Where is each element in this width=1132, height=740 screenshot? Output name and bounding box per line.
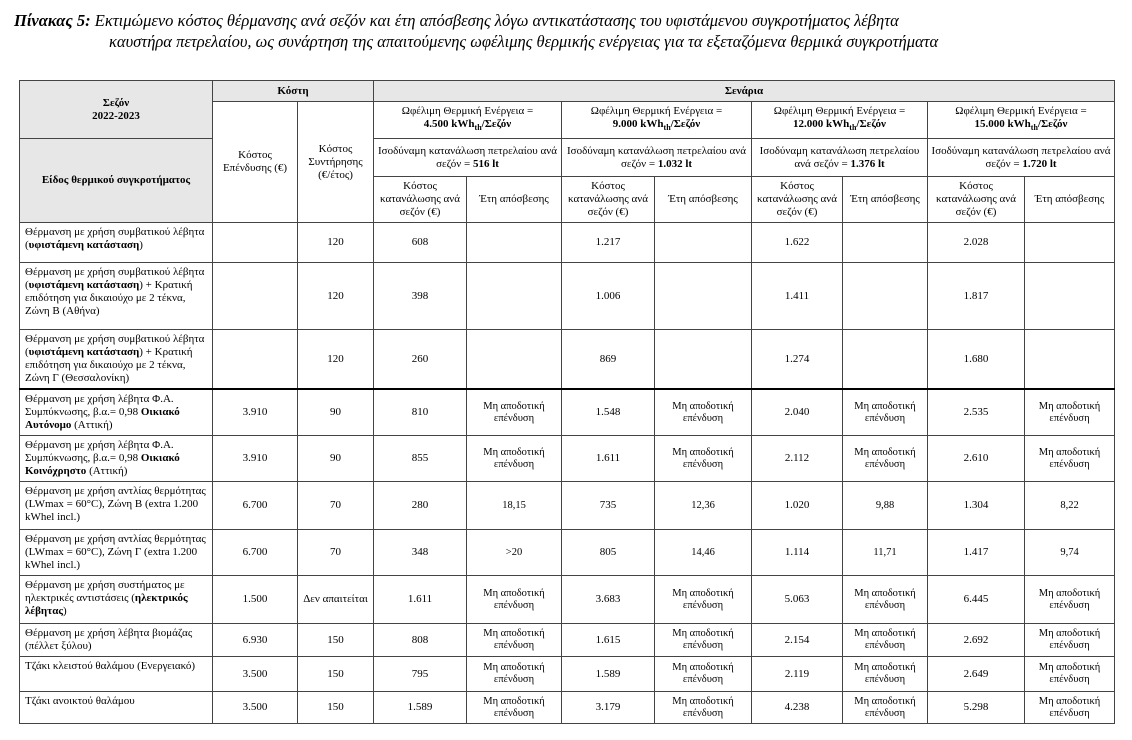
payback-years-cell: 11,71 [843, 530, 928, 576]
row-description-part: Τζάκι κλειστού θαλάμου (Ενεργειακό) [25, 660, 196, 672]
scenario-equivalent-header: Ισοδύναμη κατανάλωση πετρελαίου ανά σεζόν = 516 lt [374, 139, 562, 177]
row-description-part: ) + Κρατική επιδότηση για δικαιούχο με 2 τέκνα, Ζώνη Β (Αθήνα) [25, 279, 193, 317]
maintenance-cost-cell: 120 [298, 223, 374, 263]
payback-years-cell: Μη αποδοτική επένδυση [1025, 657, 1115, 692]
maintenance-cost-cell: 70 [298, 482, 374, 530]
scenario-equivalent-header: Ισοδύναμη κατανάλωση πετρελαίου ανά σεζόν = 1.376 lt [752, 139, 928, 177]
payback-years-cell: 18,15 [467, 482, 562, 530]
maintenance-cost-cell: 150 [298, 657, 374, 692]
row-description [20, 530, 213, 576]
consumption-cost-cell: 855 [374, 436, 467, 482]
payback-years-cell: Μη αποδοτική επένδυση [843, 389, 928, 436]
consumption-cost-cell: 810 [374, 389, 467, 436]
consumption-cost-cell: 795 [374, 657, 467, 692]
payback-years-cell: Μη αποδοτική επένδυση [1025, 624, 1115, 657]
payback-years-cell: Μη αποδοτική επένδυση [1025, 576, 1115, 624]
scenarios-group-header: Σενάρια [374, 81, 1115, 102]
consumption-cost-cell: 1.611 [562, 436, 655, 482]
payback-years-header: Έτη απόσβεσης [843, 177, 928, 223]
table-row [20, 692, 1115, 724]
payback-years-cell: Μη αποδοτική επένδυση [1025, 389, 1115, 436]
table-row [20, 223, 1115, 263]
scenario-energy-header: Ωφέλιμη Θερμική Ενέργεια = 4.500 kWh$_{th}$/Σεζόν [374, 102, 562, 139]
consumption-cost-cell: 5.298 [928, 692, 1025, 724]
payback-years-cell [843, 223, 928, 263]
consumption-cost-cell: 2.112 [752, 436, 843, 482]
row-description-part: Τζάκι ανοικτού θαλάμου [25, 695, 135, 707]
consumption-cost-cell: 5.063 [752, 576, 843, 624]
investment-cost-cell: 1.500 [213, 576, 298, 624]
season-value: 2022-2023 [92, 109, 140, 122]
maintenance-cost-cell: Δεν απαιτείται [298, 576, 374, 624]
consumption-cost-cell: 3.683 [562, 576, 655, 624]
consumption-cost-header: Κόστος κατανάλωσης ανά σεζόν (€) [928, 177, 1025, 223]
row-description-part: Θέρμανση με χρήση αντλίας θερμότητας (LWmax = 60°C), Ζώνη Β (extra 1.200 kWhel incl.) [25, 485, 206, 523]
payback-years-cell: Μη αποδοτική επένδυση [467, 657, 562, 692]
consumption-cost-cell: 260 [374, 330, 467, 390]
payback-years-cell: Μη αποδοτική επένδυση [655, 624, 752, 657]
payback-years-cell: Μη αποδοτική επένδυση [655, 389, 752, 436]
investment-cost-cell: 6.700 [213, 530, 298, 576]
consumption-cost-cell: 2.119 [752, 657, 843, 692]
consumption-cost-cell: 280 [374, 482, 467, 530]
maintenance-cost-cell: 150 [298, 624, 374, 657]
investment-cost-cell: 3.910 [213, 389, 298, 436]
row-description [20, 330, 213, 390]
table-row [20, 576, 1115, 624]
maintenance-cost-cell: 150 [298, 692, 374, 724]
row-description [20, 657, 213, 692]
heating-cost-table [19, 80, 1115, 724]
payback-years-cell: 12,36 [655, 482, 752, 530]
row-description-part: Θέρμανση με χρήση λέβητα Φ.Α. Συμπύκνωσης, β.α.= 0,98 [25, 439, 174, 464]
consumption-cost-cell: 1.217 [562, 223, 655, 263]
payback-years-cell [1025, 263, 1115, 330]
row-description [20, 692, 213, 724]
row-description-part: ) + Κρατική επιδότηση για δικαιούχο με 2 τέκνα, Ζώνη Γ (Θεσσαλονίκη) [25, 346, 193, 384]
caption-line-1: Εκτιμώμενο κόστος θέρμανσης ανά σεζόν και έτη απόσβεσης λόγω αντικατάστασης του υφιστάμενου συγκροτήματος λέβητα [90, 11, 899, 30]
caption-label: Πίνακας 5: [14, 11, 91, 30]
scenario-equivalent-header: Ισοδύναμη κατανάλωση πετρελαίου ανά σεζόν = 1.032 lt [562, 139, 752, 177]
payback-years-cell: Μη αποδοτική επένδυση [467, 692, 562, 724]
consumption-cost-cell: 1.680 [928, 330, 1025, 390]
row-description-part: ) [139, 239, 143, 251]
payback-years-cell: 9,74 [1025, 530, 1115, 576]
row-description-part: Οικιακό Αυτόνομο [25, 406, 180, 431]
row-description-part: Θέρμανση με χρήση συμβατικού λέβητα ( [25, 226, 205, 251]
payback-years-cell: Μη αποδοτική επένδυση [843, 692, 928, 724]
row-description-part: Οικιακό Κοινόχρηστο [25, 452, 180, 477]
table-row [20, 389, 1115, 436]
consumption-cost-cell: 2.535 [928, 389, 1025, 436]
consumption-cost-cell: 1.622 [752, 223, 843, 263]
consumption-cost-cell: 1.304 [928, 482, 1025, 530]
scenario-equivalent-header: Ισοδύναμη κατανάλωση πετρελαίου ανά σεζόν = 1.720 lt [928, 139, 1115, 177]
payback-years-cell: Μη αποδοτική επένδυση [467, 389, 562, 436]
payback-years-cell: Μη αποδοτική επένδυση [655, 657, 752, 692]
caption-line-2: καυστήρα πετρελαίου, ως συνάρτηση της απαιτούμενης ωφέλιμης θερμικής ενέργειας για τα εξεταζόμενα θερμικά συγκροτήματα [109, 32, 939, 51]
row-description-part: ηλεκτρικός λέβητας [25, 592, 188, 617]
row-description-part: Θέρμανση με χρήση συστήματος με ηλεκτρικές αντιστάσεις ( [25, 579, 185, 604]
scenario-energy-header: Ωφέλιμη Θερμική Ενέργεια = 12.000 kWh$_{th}$/Σεζόν [752, 102, 928, 139]
row-description-part: υφιστάμενη κατάσταση [28, 279, 140, 291]
consumption-cost-cell: 1.411 [752, 263, 843, 330]
row-description [20, 576, 213, 624]
table-row [20, 330, 1115, 390]
payback-years-cell [655, 263, 752, 330]
maintenance-cost-cell: 70 [298, 530, 374, 576]
table-row [20, 530, 1115, 576]
row-description-part: Θέρμανση με χρήση αντλίας θερμότητας (LWmax = 60°C), Ζώνη Γ (extra 1.200 kWhel incl.) [25, 533, 206, 571]
consumption-cost-cell: 608 [374, 223, 467, 263]
row-description-part: (Αττική) [86, 465, 128, 477]
consumption-cost-cell: 2.028 [928, 223, 1025, 263]
scenario-energy-header: Ωφέλιμη Θερμική Ενέργεια = 15.000 kWh$_{th}$/Σεζόν [928, 102, 1115, 139]
payback-years-cell: Μη αποδοτική επένδυση [843, 576, 928, 624]
row-description-part: (Αττική) [71, 419, 113, 431]
payback-years-cell: >20 [467, 530, 562, 576]
payback-years-cell: Μη αποδοτική επένδυση [843, 624, 928, 657]
row-description-part: Θέρμανση με χρήση συμβατικού λέβητα ( [25, 266, 205, 291]
consumption-cost-cell: 3.179 [562, 692, 655, 724]
investment-cost-cell: 6.930 [213, 624, 298, 657]
investment-cost-cell: 3.500 [213, 692, 298, 724]
consumption-cost-cell: 2.040 [752, 389, 843, 436]
table-caption [14, 10, 1124, 52]
consumption-cost-cell: 735 [562, 482, 655, 530]
consumption-cost-cell: 1.114 [752, 530, 843, 576]
row-description [20, 624, 213, 657]
payback-years-cell [467, 223, 562, 263]
consumption-cost-header: Κόστος κατανάλωσης ανά σεζόν (€) [752, 177, 843, 223]
consumption-cost-cell: 4.238 [752, 692, 843, 724]
row-description [20, 263, 213, 330]
payback-years-cell [1025, 223, 1115, 263]
consumption-cost-cell: 6.445 [928, 576, 1025, 624]
payback-years-cell [843, 263, 928, 330]
investment-cost-cell: 3.910 [213, 436, 298, 482]
season-label: Σεζόν [102, 96, 130, 109]
consumption-cost-cell: 2.610 [928, 436, 1025, 482]
table-row [20, 657, 1115, 692]
payback-years-cell: Μη αποδοτική επένδυση [843, 657, 928, 692]
table-row [20, 263, 1115, 330]
maintenance-cost-cell: 90 [298, 389, 374, 436]
payback-years-header: Έτη απόσβεσης [655, 177, 752, 223]
payback-years-cell [467, 263, 562, 330]
consumption-cost-cell: 1.817 [928, 263, 1025, 330]
payback-years-cell [467, 330, 562, 390]
consumption-cost-cell: 348 [374, 530, 467, 576]
consumption-cost-cell: 1.274 [752, 330, 843, 390]
investment-cost-cell: 3.500 [213, 657, 298, 692]
row-description-part: Θέρμανση με χρήση συμβατικού λέβητα ( [25, 333, 205, 358]
row-description [20, 389, 213, 436]
payback-years-cell: Μη αποδοτική επένδυση [1025, 436, 1115, 482]
investment-cost-cell [213, 263, 298, 330]
investment-cost-cell [213, 330, 298, 390]
payback-years-cell: 8,22 [1025, 482, 1115, 530]
consumption-cost-cell: 808 [374, 624, 467, 657]
maintenance-cost-header: Κόστος Συντήρησης (€/έτος) [298, 102, 374, 223]
payback-years-cell: Μη αποδοτική επένδυση [467, 624, 562, 657]
payback-years-cell: 14,46 [655, 530, 752, 576]
consumption-cost-cell: 1.589 [374, 692, 467, 724]
type-header: Είδος θερμικού συγκροτήματος [20, 139, 213, 223]
investment-cost-cell [213, 223, 298, 263]
consumption-cost-cell: 1.589 [562, 657, 655, 692]
maintenance-cost-cell: 120 [298, 263, 374, 330]
consumption-cost-cell: 869 [562, 330, 655, 390]
consumption-cost-cell: 398 [374, 263, 467, 330]
payback-years-cell [1025, 330, 1115, 390]
consumption-cost-header: Κόστος κατανάλωσης ανά σεζόν (€) [562, 177, 655, 223]
table-body [20, 223, 1115, 724]
consumption-cost-cell: 2.154 [752, 624, 843, 657]
table-row [20, 624, 1115, 657]
row-description [20, 482, 213, 530]
consumption-cost-cell: 1.020 [752, 482, 843, 530]
payback-years-cell: Μη αποδοτική επένδυση [467, 436, 562, 482]
consumption-cost-cell: 1.548 [562, 389, 655, 436]
consumption-cost-cell: 1.611 [374, 576, 467, 624]
maintenance-cost-cell: 120 [298, 330, 374, 390]
consumption-cost-header: Κόστος κατανάλωσης ανά σεζόν (€) [374, 177, 467, 223]
row-description-part: υφιστάμενη κατάσταση [28, 239, 140, 251]
payback-years-header: Έτη απόσβεσης [467, 177, 562, 223]
scenario-energy-header: Ωφέλιμη Θερμική Ενέργεια = 9.000 kWh$_{th}$/Σεζόν [562, 102, 752, 139]
season-header [20, 81, 213, 139]
table-row [20, 482, 1115, 530]
maintenance-cost-cell: 90 [298, 436, 374, 482]
row-description-part: υφιστάμενη κατάσταση [28, 346, 140, 358]
payback-years-cell: 9,88 [843, 482, 928, 530]
row-description-part: Θέρμανση με χρήση λέβητα βιομάζας (πέλλετ ξύλου) [25, 627, 193, 652]
payback-years-cell [843, 330, 928, 390]
table-row [20, 436, 1115, 482]
consumption-cost-cell: 2.692 [928, 624, 1025, 657]
payback-years-cell: Μη αποδοτική επένδυση [843, 436, 928, 482]
consumption-cost-cell: 805 [562, 530, 655, 576]
payback-years-cell: Μη αποδοτική επένδυση [1025, 692, 1115, 724]
payback-years-cell [655, 330, 752, 390]
payback-years-cell: Μη αποδοτική επένδυση [655, 436, 752, 482]
row-description-part: ) [63, 605, 67, 617]
consumption-cost-cell: 1.615 [562, 624, 655, 657]
row-description [20, 436, 213, 482]
consumption-cost-cell: 1.006 [562, 263, 655, 330]
consumption-cost-cell: 1.417 [928, 530, 1025, 576]
row-description [20, 223, 213, 263]
payback-years-cell: Μη αποδοτική επένδυση [467, 576, 562, 624]
costs-group-header: Κόστη [213, 81, 374, 102]
consumption-cost-cell: 2.649 [928, 657, 1025, 692]
investment-cost-header: Κόστος Επένδυσης (€) [213, 102, 298, 223]
payback-years-cell [655, 223, 752, 263]
investment-cost-cell: 6.700 [213, 482, 298, 530]
row-description-part: Θέρμανση με χρήση λέβητα Φ.Α. Συμπύκνωσης, β.α.= 0,98 [25, 393, 174, 418]
payback-years-cell: Μη αποδοτική επένδυση [655, 692, 752, 724]
payback-years-header: Έτη απόσβεσης [1025, 177, 1115, 223]
payback-years-cell: Μη αποδοτική επένδυση [655, 576, 752, 624]
